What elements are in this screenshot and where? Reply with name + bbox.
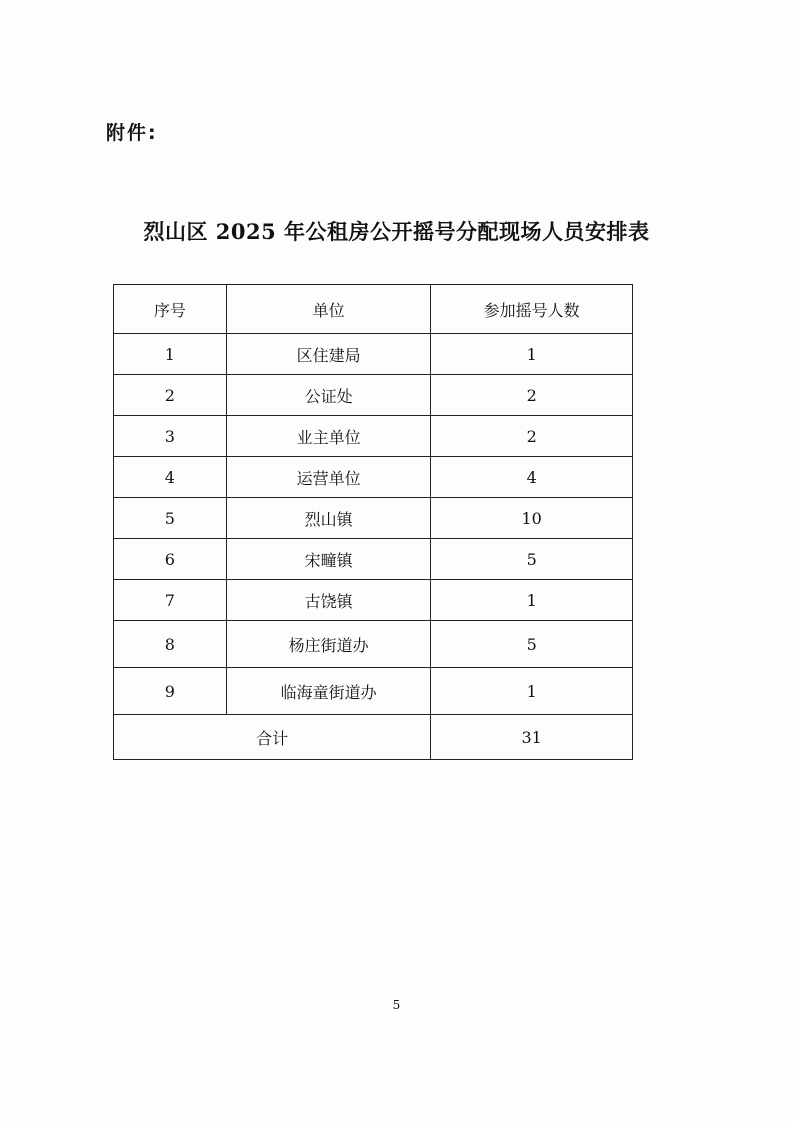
row-count: 5 (431, 621, 633, 668)
row-count: 1 (431, 580, 633, 621)
row-unit: 烈山镇 (226, 498, 431, 539)
table-row (114, 375, 633, 416)
row-index: 4 (114, 457, 227, 498)
table-row (114, 416, 633, 457)
row-index: 8 (114, 621, 227, 668)
row-count: 4 (431, 457, 633, 498)
table-row (114, 580, 633, 621)
row-count: 1 (431, 334, 633, 375)
row-unit: 宋疃镇 (226, 539, 431, 580)
table-row (114, 539, 633, 580)
total-label: 合计 (114, 715, 431, 760)
table-row (114, 498, 633, 539)
attachment-label: 附件: (106, 122, 158, 144)
row-count: 2 (431, 416, 633, 457)
row-count: 2 (431, 375, 633, 416)
row-index: 3 (114, 416, 227, 457)
table-row (114, 457, 633, 498)
header-index: 序号 (114, 285, 227, 334)
row-unit: 公证处 (226, 375, 431, 416)
row-unit: 运营单位 (226, 457, 431, 498)
row-index: 6 (114, 539, 227, 580)
row-unit: 业主单位 (226, 416, 431, 457)
total-count: 31 (431, 715, 633, 760)
document-title: 烈山区 2025 年公租房公开摇号分配现场人员安排表 (143, 219, 650, 244)
row-unit: 古饶镇 (226, 580, 431, 621)
table-row (114, 621, 633, 668)
table-row (114, 668, 633, 715)
row-index: 9 (114, 668, 227, 715)
personnel-arrangement-table (113, 284, 633, 760)
row-index: 1 (114, 334, 227, 375)
row-count: 1 (431, 668, 633, 715)
header-unit: 单位 (226, 285, 431, 334)
row-index: 7 (114, 580, 227, 621)
row-unit: 区住建局 (226, 334, 431, 375)
table-total-row (114, 715, 633, 760)
table-header-row (114, 285, 633, 334)
row-unit: 杨庄街道办 (226, 621, 431, 668)
row-index: 2 (114, 375, 227, 416)
row-count: 5 (431, 539, 633, 580)
row-count: 10 (431, 498, 633, 539)
page-number: 5 (392, 998, 401, 1012)
row-unit: 临海童街道办 (226, 668, 431, 715)
row-index: 5 (114, 498, 227, 539)
table-row (114, 334, 633, 375)
header-count: 参加摇号人数 (431, 285, 633, 334)
